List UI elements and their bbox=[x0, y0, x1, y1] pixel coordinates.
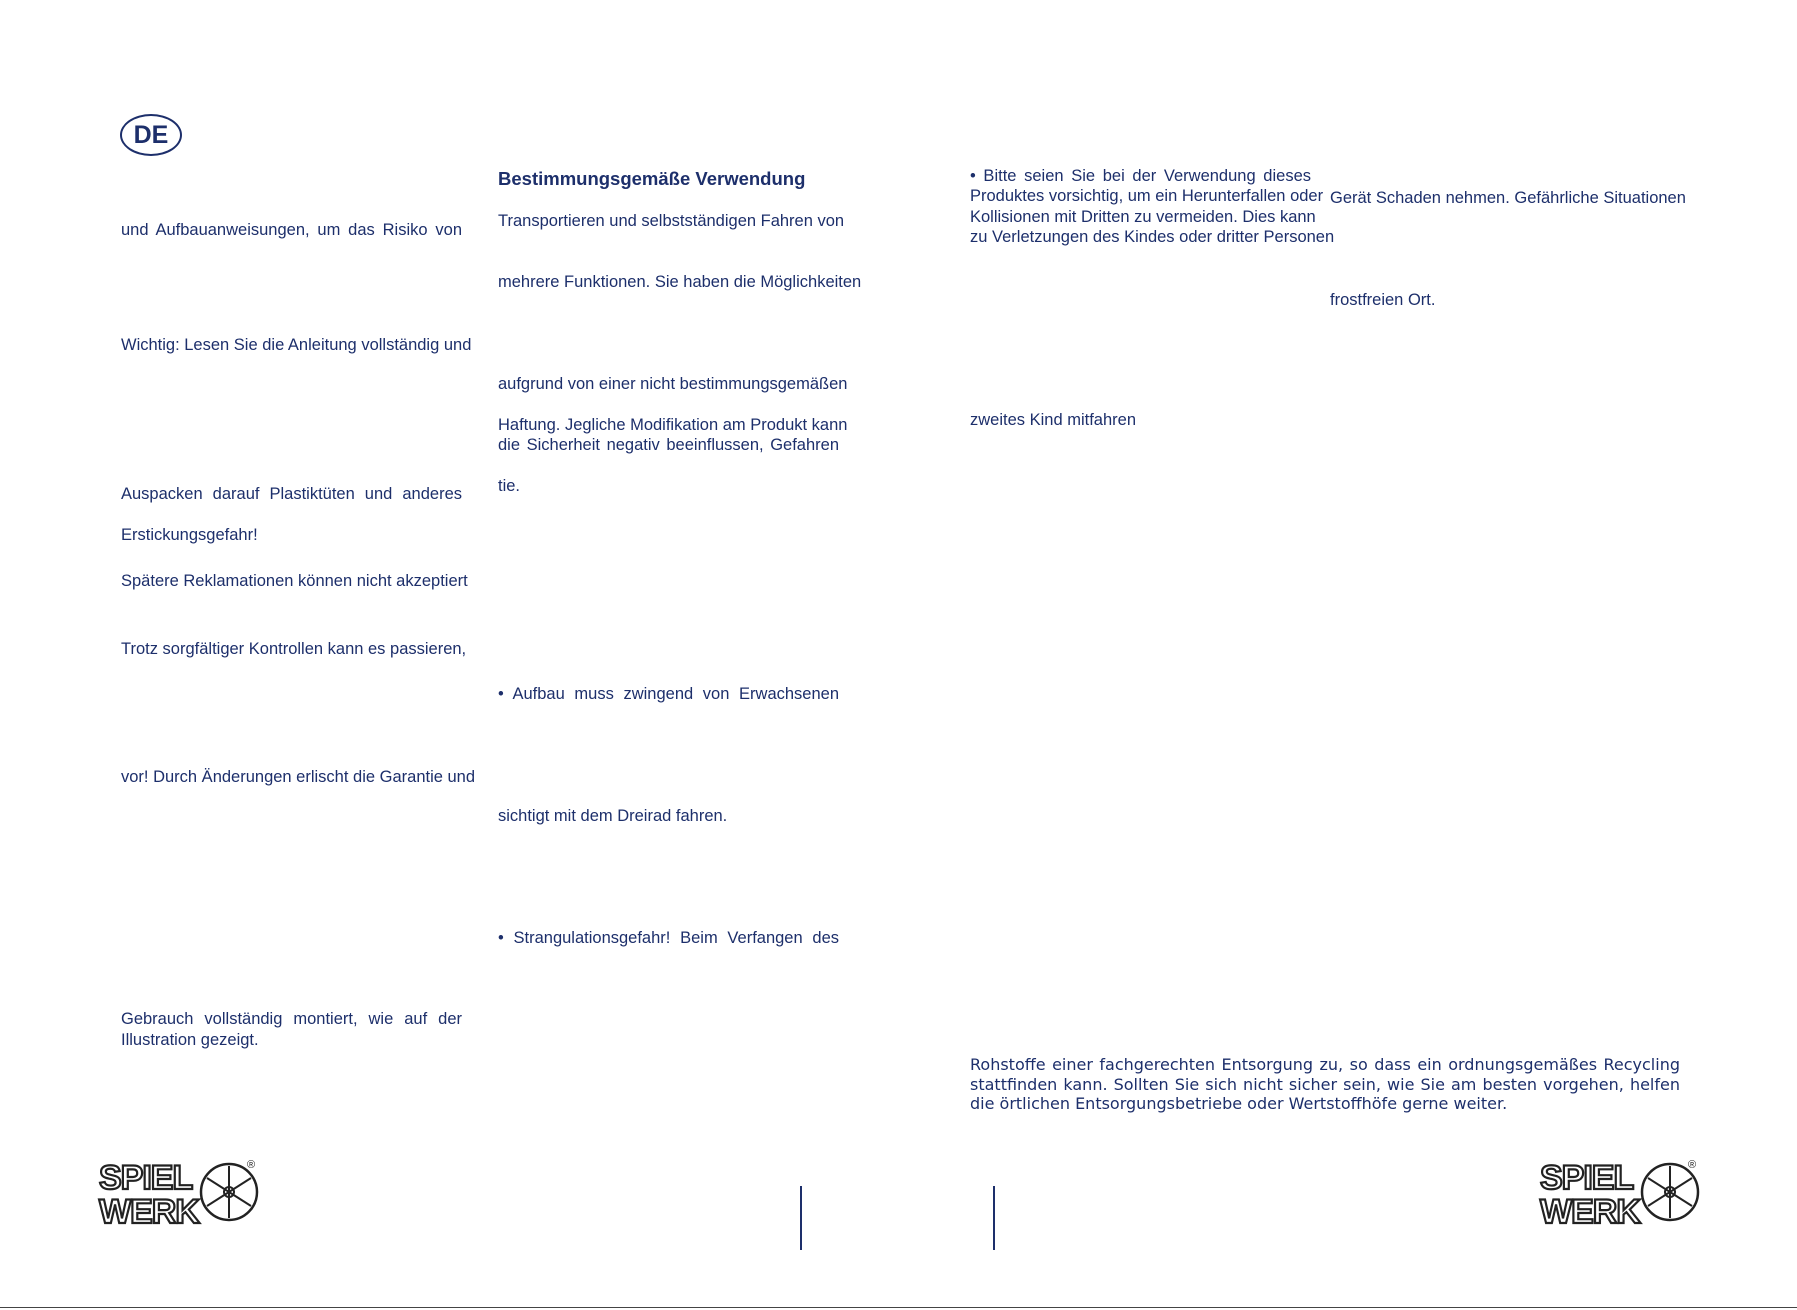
language-badge: DE bbox=[120, 114, 182, 156]
col1-line: Trotz sorgfältiger Kontrollen kann es passieren, bbox=[121, 640, 467, 658]
col1-line: vor! Durch Änderungen erlischt die Garantie und bbox=[121, 768, 476, 786]
bottom-edge-line bbox=[0, 1307, 1797, 1308]
col3-bullet: • Bitte seien Sie bei der Verwendung dieses bbox=[970, 167, 1311, 185]
col2-bullet: • Strangulationsgefahr! Beim Verfangen des bbox=[498, 929, 839, 947]
page-divider-line bbox=[993, 1186, 995, 1250]
spielwerk-logo bbox=[95, 1156, 265, 1230]
disposal-paragraph bbox=[970, 1055, 1680, 1114]
col2-line: tie. bbox=[498, 477, 521, 495]
col2-line: aufgrund von einer nicht bestimmungsgemäßen bbox=[498, 375, 848, 393]
col1-line: Spätere Reklamationen können nicht akzeptiert bbox=[121, 572, 468, 590]
svg-text:SPIEL: SPIEL bbox=[99, 1159, 193, 1197]
left-page bbox=[0, 0, 898, 1310]
page-divider-line bbox=[800, 1186, 802, 1250]
right-page bbox=[899, 0, 1797, 1310]
svg-text:WERK: WERK bbox=[1540, 1193, 1640, 1230]
svg-text:®: ® bbox=[1688, 1159, 1697, 1171]
col1-line: Auspacken darauf Plastiktüten und anderes bbox=[121, 485, 462, 503]
col2-bullet: • Aufbau muss zwingend von Erwachsenen bbox=[498, 685, 839, 703]
section-heading: Bestimmungsgemäße Verwendung bbox=[498, 168, 806, 189]
col2-line: mehrere Funktionen. Sie haben die Möglichkeiten bbox=[498, 273, 862, 291]
disposal-line: stattfinden kann. Sollten Sie sich nicht sicher sein, wie Sie am besten vorgehen, helfen bbox=[970, 1074, 1680, 1094]
col3-line: zu Verletzungen des Kindes oder dritter Personen bbox=[970, 228, 1335, 246]
col1-line: und Aufbauanweisungen, um das Risiko von bbox=[121, 221, 462, 239]
spielwerk-logo bbox=[1536, 1156, 1706, 1230]
col1-line: Wichtig: Lesen Sie die Anleitung vollständig und bbox=[121, 336, 472, 354]
col3-line: Kollisionen mit Dritten zu vermeiden. Dies kann bbox=[970, 208, 1316, 226]
col1-line: Erstickungsgefahr! bbox=[121, 526, 258, 544]
col2-line: sichtigt mit dem Dreirad fahren. bbox=[498, 807, 728, 825]
col2-line: Transportieren und selbstständigen Fahren von bbox=[498, 212, 845, 230]
disposal-line: Rohstoffe einer fachgerechten Entsorgung zu, so dass ein ordnungsgemäßes Recycling bbox=[970, 1055, 1680, 1074]
col2-line: Haftung. Jegliche Modifikation am Produkt kann bbox=[498, 416, 848, 434]
col2-line: die Sicherheit negativ beeinflussen, Gefahren bbox=[498, 436, 839, 454]
disposal-line: die örtlichen Entsorgungsbetriebe oder Wertstoffhöfe gerne weiter. bbox=[970, 1094, 1508, 1113]
col4-line: Gerät Schaden nehmen. Gefährliche Situationen bbox=[1330, 189, 1686, 207]
svg-text:®: ® bbox=[247, 1159, 256, 1171]
col3-line: zweites Kind mitfahren bbox=[970, 411, 1136, 429]
col1-line: Illustration gezeigt. bbox=[121, 1031, 259, 1049]
col4-line: frostfreien Ort. bbox=[1330, 291, 1436, 309]
svg-text:SPIEL: SPIEL bbox=[1540, 1159, 1634, 1197]
col1-line: Gebrauch vollständig montiert, wie auf der bbox=[121, 1010, 462, 1028]
col3-line: Produktes vorsichtig, um ein Herunterfallen oder bbox=[970, 187, 1324, 205]
svg-text:WERK: WERK bbox=[99, 1193, 199, 1230]
